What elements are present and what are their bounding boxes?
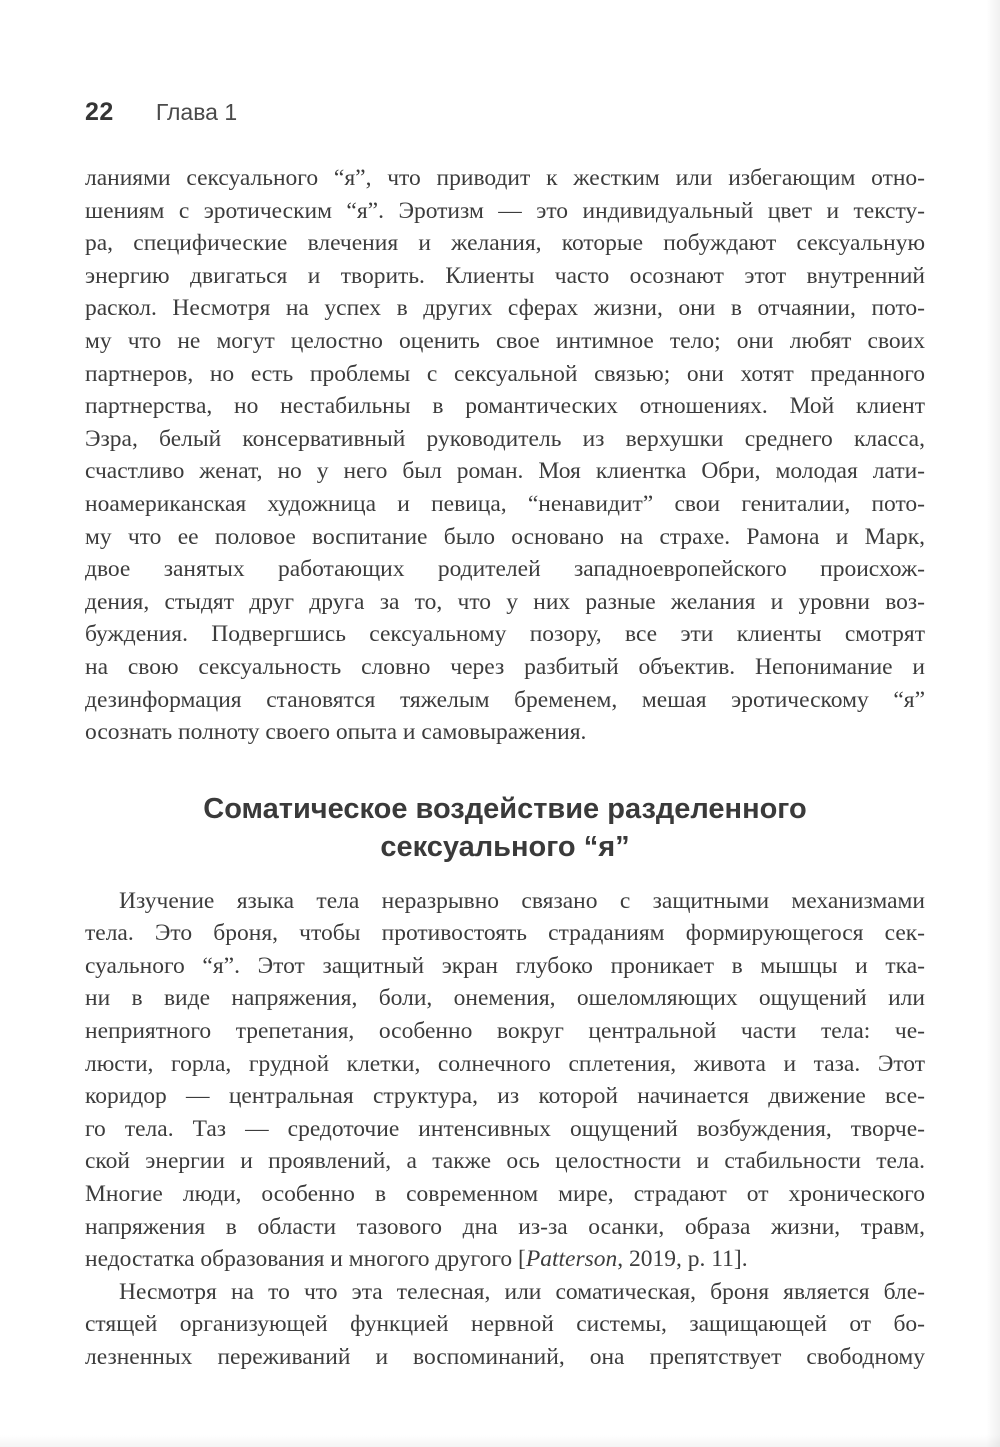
text-line: раскол. Несмотря на успех в других сферах жизни, они в отчаянии, пото- xyxy=(85,295,925,322)
text-line: на свою сексуальность словно через разбитый объектив. Непонимание и xyxy=(85,653,925,680)
text-line: му что не могут целостно оценить свое интимное тело; они любят своих xyxy=(85,327,925,354)
text-line: лезненных переживаний и воспоминаний, она препятствует свободному xyxy=(85,1344,925,1370)
text-line: ской энергии и проявлений, а также ось целостности и стабильности тела. xyxy=(85,1148,925,1175)
body-paragraph-1 xyxy=(85,162,925,749)
text-line: стящей организующей функцией нервной системы, защищающей от бо- xyxy=(85,1311,925,1338)
text-line: суального “я”. Этот защитный экран глубоко проникает в мышцы и тка- xyxy=(85,952,925,979)
text-line: коридор — центральная структура, из которой начинается движение все- xyxy=(85,1083,925,1110)
text-line: партнерства, но нестабильны в романтических отношениях. Мой клиент xyxy=(85,393,925,420)
text-line: энергию двигаться и творить. Клиенты часто осознают этот внутренний xyxy=(85,262,925,289)
citation-line xyxy=(85,1243,925,1276)
citation-author: Patterson xyxy=(525,1246,618,1273)
text-line: партнеров, но есть проблемы с сексуальной связью; они хотят преданного xyxy=(85,360,925,387)
citation-text-post: , 2019, p. 11]. xyxy=(617,1246,748,1273)
text-line: Многие люди, особенно в современном мире, страдают от хронического xyxy=(85,1181,925,1208)
paragraph-2-lines xyxy=(85,885,925,1244)
page-header xyxy=(85,98,925,128)
text-line: Соматическое воздействие разделенного xyxy=(203,792,807,825)
text-line: сексуального “я” xyxy=(380,830,630,863)
text-line: дезинформация становятся тяжелым бременем, мешая эротическому “я” xyxy=(85,686,925,713)
text-line: буждения. Подвергшись сексуальному позору, все эти клиенты смотрят xyxy=(85,621,925,648)
text-line: му что ее половое воспитание было основано на страхе. Рамона и Марк, xyxy=(85,523,925,550)
page-edge-shadow-right xyxy=(986,0,1000,1447)
page-number: 22 xyxy=(85,98,114,126)
body-paragraph-2 xyxy=(85,885,925,1276)
text-line: тела. Это броня, чтобы противостоять страданиям формирующегося сек- xyxy=(85,920,925,947)
text-line: шениям с эротическим “я”. Эротизм — это индивидуальный цвет и тексту- xyxy=(85,197,925,224)
citation-text-pre: недостатка образования и многого другого [ xyxy=(85,1246,526,1273)
body-paragraph-3 xyxy=(85,1276,925,1374)
text-line: ра, специфические влечения и желания, которые побуждают сексуальную xyxy=(85,230,925,257)
text-line: люсти, горла, грудной клетки, солнечного сплетения, живота и таза. Этот xyxy=(85,1050,925,1077)
text-line: ланиями сексуального “я”, что приводит к жестким или избегающим отно- xyxy=(85,165,925,191)
text-line: неприятного трепетания, особенно вокруг центральной части тела: че- xyxy=(85,1018,925,1045)
page-edge-shadow-bottom xyxy=(0,1435,1000,1447)
text-line: Изучение языка тела неразрывно связано с защитными механизмами xyxy=(119,887,925,914)
text-line: го тела. Таз — средоточие интенсивных ощущений возбуждения, творче- xyxy=(85,1115,925,1142)
section-heading xyxy=(85,790,925,866)
text-line: ноамериканская художница и певица, “ненавидит” свои гениталии, пото- xyxy=(85,490,925,517)
text-line: ни в виде напряжения, боли, онемения, ошеломляющих ощущений или xyxy=(85,985,925,1012)
text-line: двое занятых работающих родителей западноевропейского происхож- xyxy=(85,556,925,583)
text-line: Несмотря на то что эта телесная, или соматическая, броня является бле- xyxy=(119,1278,925,1305)
text-line: Эзра, белый консервативный руководитель из верхушки среднего класса, xyxy=(85,425,925,452)
text-line: осознать полноту своего опыта и самовыражения. xyxy=(85,719,587,746)
chapter-title: Глава 1 xyxy=(155,99,238,125)
text-line: напряжения в области тазового дна из-за осанки, образа жизни, травм, xyxy=(85,1213,925,1240)
text-line: счастливо женат, но у него был роман. Моя клиентка Обри, молодая лати- xyxy=(85,458,925,485)
text-line: дения, стыдят друг друга за то, что у них разные желания и уровни воз- xyxy=(85,588,925,615)
